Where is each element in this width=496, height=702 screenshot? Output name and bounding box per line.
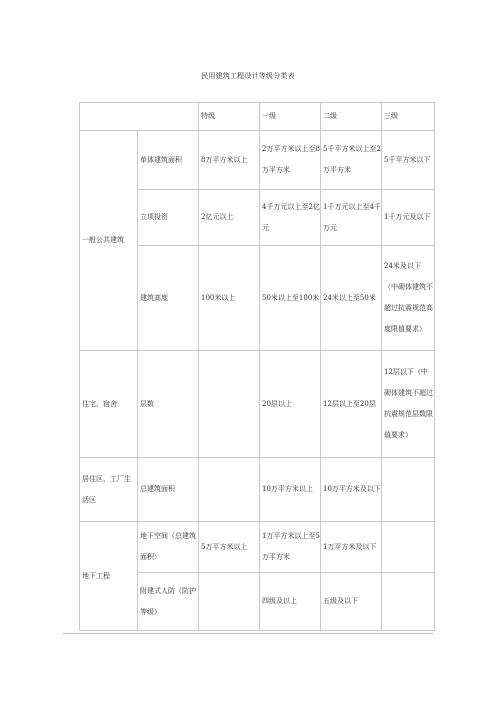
value-cell: 四级及以上 [260,573,321,631]
header-first-grade: 一级 [260,103,321,131]
item-cell: 立项投资 [138,190,199,246]
value-cell: 10万平方米以上 [260,458,321,522]
value-cell: 24米以上至50米 [321,246,382,351]
value-cell [382,573,435,631]
table-header-row [80,103,435,131]
value-cell [382,522,435,573]
category-public-building: 一般公共建筑 [80,131,138,351]
value-cell [199,458,260,522]
table-row [80,522,435,573]
item-cell: 单体建筑面积 [138,131,199,190]
value-cell: 12层以下（中砌体建筑不超过抗震规范层数限值要求） [382,351,435,458]
page-title: 民用建筑工程设计等级分类表 [201,72,295,80]
value-cell: 5万平方米以上 [199,522,260,573]
value-cell: 5千平方米以下 [382,131,435,190]
value-cell [199,351,260,458]
header-special-grade: 特级 [199,103,260,131]
value-cell: 1千万元以上至4千万元 [321,190,382,246]
item-cell: 建筑高度 [138,246,199,351]
value-cell: 12层以上至20层 [321,351,382,458]
category-district: 居住区、工厂生活区 [80,458,138,522]
value-cell: 5千平方米以上至2万平方米 [321,131,382,190]
value-cell: 50米以上至100米 [260,246,321,351]
value-cell: 1万平方米及以下 [321,522,382,573]
table-row [80,131,435,190]
header-cell-empty [80,103,199,131]
design-grade-table [79,102,435,631]
item-cell: 地下空间（总建筑面积） [138,522,199,573]
item-cell: 总建筑面积 [138,458,199,522]
category-underground: 地下工程 [80,522,138,631]
value-cell: 24米及以下（中砌体建筑不超过抗震规范高度限值要求） [382,246,435,351]
value-cell: 1万平方米以上至5万平方米 [260,522,321,573]
value-cell: 五级及以下 [321,573,382,631]
value-cell [199,573,260,631]
value-cell: 10万平方米及以下 [321,458,382,522]
value-cell: 100米以上 [199,246,260,351]
table-row [80,351,435,458]
header-third-grade: 三级 [382,103,435,131]
value-cell: 8万平方米以上 [199,131,260,190]
item-cell: 层数 [138,351,199,458]
value-cell [382,458,435,522]
header-second-grade: 二级 [321,103,382,131]
value-cell: 20层以上 [260,351,321,458]
page-footer-rule [63,633,433,634]
table-row [80,458,435,522]
value-cell: 1千万元及以下 [382,190,435,246]
value-cell: 2亿元以上 [199,190,260,246]
value-cell: 2万平方米以上至8万平方米 [260,131,321,190]
category-residential: 住宅、宿舍 [80,351,138,458]
value-cell: 4千万元以上至2亿元 [260,190,321,246]
item-cell: 附建式人防（防护等级） [138,573,199,631]
